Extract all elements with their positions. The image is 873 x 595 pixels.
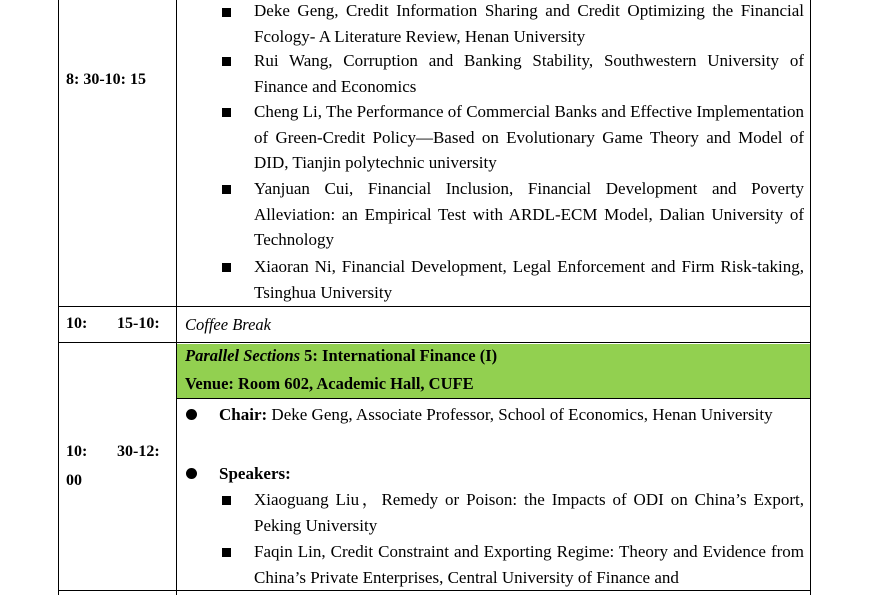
speakers-label <box>219 459 804 488</box>
coffee-break-label: Coffee Break <box>185 315 271 334</box>
chair-label: Chair: <box>219 405 268 424</box>
chair-entry <box>219 400 804 458</box>
list-item: Yanjuan Cui, Financial Inclusion, Financial Development and Poverty Alleviation: an Empirical Test with ARDL-ECM Model, Dalian University of Technology <box>254 179 804 250</box>
list-item: Faqin Lin, Credit Constraint and Exporting Regime: Theory and Evidence from China’s Private Enterprises, Central University of Finance and <box>254 542 804 587</box>
section-title <box>185 344 497 368</box>
session-time: 8: 30-10: 15 <box>66 71 146 88</box>
band-bottom-line <box>176 398 811 399</box>
table-border-divider <box>176 0 177 595</box>
round-bullet-icon <box>186 468 197 479</box>
table-border-right <box>810 0 811 595</box>
section-title-italic: Parallel Sections <box>185 346 301 365</box>
section-time-start: 10: <box>66 443 88 460</box>
list-item: Xiaoran Ni, Financial Development, Legal Enforcement and Firm Risk-taking, Tsinghua University <box>254 257 804 302</box>
square-bullet-icon <box>222 8 231 17</box>
section-venue: Venue: Room 602, Academic Hall, CUFE <box>185 374 474 393</box>
coffee-time-start: 10: <box>66 315 88 332</box>
section-time-end: 00 <box>66 472 82 489</box>
coffee-time-end: 15-10: <box>117 315 160 332</box>
square-bullet-icon <box>222 496 231 505</box>
row-divider-1 <box>58 306 811 307</box>
round-bullet-icon <box>186 409 197 420</box>
table-border-left <box>58 0 59 595</box>
chair-text: Deke Geng, Associate Professor, School of Economics, Henan University <box>267 405 773 424</box>
list-item: Rui Wang, Corruption and Banking Stability, Southwestern University of Finance and Economics <box>254 51 804 96</box>
row-divider-2 <box>58 342 811 343</box>
square-bullet-icon <box>222 108 231 117</box>
speakers-label-text: Speakers: <box>219 464 291 483</box>
section-title-rest: 5: International Finance (I) <box>300 346 498 365</box>
square-bullet-icon <box>222 185 231 194</box>
list-item: Cheng Li, The Performance of Commercial Banks and Effective Implementation of Green-Credit Policy—Based on Evolutionary Game Theory and Model of DID, Tianjin polytechnic university <box>254 102 804 173</box>
list-item: Xiaoguang Liu，Remedy or Poison: the Impacts of ODI on China’s Export, Peking University <box>254 490 804 535</box>
square-bullet-icon <box>222 263 231 272</box>
section-time-mid: 30-12: <box>117 443 160 460</box>
square-bullet-icon <box>222 548 231 557</box>
square-bullet-icon <box>222 57 231 66</box>
list-item: Deke Geng, Credit Information Sharing and Credit Optimizing the Financial Fcology- A Literature Review, Henan University <box>254 1 804 46</box>
